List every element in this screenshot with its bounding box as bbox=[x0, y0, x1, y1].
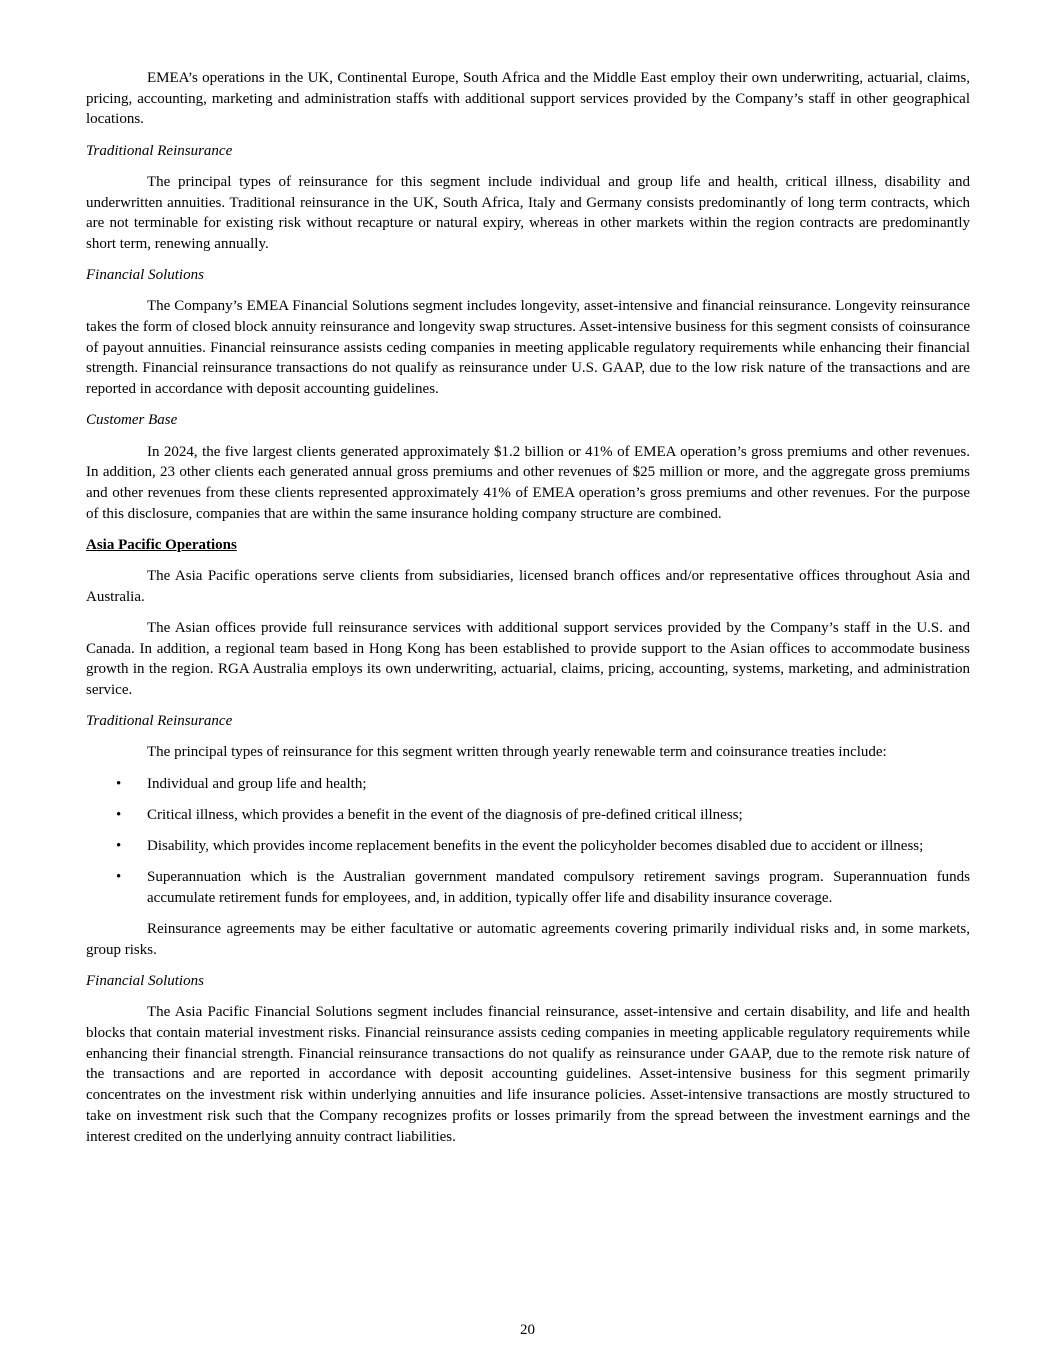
apac-section-heading: Asia Pacific Operations bbox=[86, 536, 237, 553]
emea-traditional-heading: Traditional Reinsurance bbox=[86, 142, 233, 159]
emea-traditional-paragraph: The principal types of reinsurance for this segment include individual and group life and health, critical illness, disability and underwritten annuities. Traditional reinsurance in the UK, South Africa, Italy and Germany consists predominantly of long term contracts, which are not terminable for existing risk without recapture or natural expiry, whereas in other markets within the region contracts are predominantly short term, renewing annually. bbox=[86, 173, 970, 252]
apac-financial-paragraph: The Asia Pacific Financial Solutions segment includes financial reinsurance, asset-intensive and certain disability, and life and health blocks that contain material investment risks. Financial reinsurance assists ceding companies in meeting applicable regulatory requirements while enhancing their financial strength. Financial reinsurance transactions do not qualify as reinsurance under GAAP, due to the remote risk nature of the transactions and are reported in accordance with deposit accounting guidelines. Asset-intensive business for this segment primarily concentrates on the investment risk within underlying annuities and life insurance policies. Asset-intensive transactions are mostly structured to take on investment risk such that the Company recognizes profits or losses primarily from the spread between the investment earnings and the interest credited on the underlying annuity contract liabilities. bbox=[86, 1004, 970, 1145]
list-item bbox=[86, 867, 970, 908]
apac-agreements-paragraph: Reinsurance agreements may be either facultative or automatic agreements covering primarily individual risks and, in some markets, group risks. bbox=[86, 921, 970, 958]
emea-financial-heading: Financial Solutions bbox=[86, 267, 204, 284]
list-item bbox=[86, 836, 970, 857]
apac-financial-heading: Financial Solutions bbox=[86, 973, 204, 990]
apac-intro-paragraph: The Asia Pacific operations serve clients from subsidiaries, licensed branch offices and/or representative offices throughout Asia and Australia. bbox=[86, 568, 970, 605]
emea-intro-paragraph: EMEA’s operations in the UK, Continental Europe, South Africa and the Middle East employ their own underwriting, actuarial, claims, pricing, accounting, marketing and administration staffs with additional support services provided by the Company’s staff in other geographical locations. bbox=[86, 70, 970, 128]
list-item bbox=[86, 805, 970, 826]
list-item-text: Critical illness, which provides a benefit in the event of the diagnosis of pre-defined critical illness; bbox=[147, 806, 743, 823]
apac-offices-paragraph: The Asian offices provide full reinsurance services with additional support services provided by the Company’s staff in the U.S. and Canada. In addition, a regional team based in Hong Kong has been established to provide support to the Asian offices to accommodate business growth in the region. RGA Australia employs its own underwriting, actuarial, claims, pricing, accounting, systems, marketing, and administration service. bbox=[86, 619, 970, 699]
bullet-icon: • bbox=[116, 869, 122, 886]
document-page bbox=[86, 68, 970, 1158]
list-item-text: Individual and group life and health; bbox=[147, 775, 367, 792]
emea-financial-paragraph: The Company’s EMEA Financial Solutions segment includes longevity, asset-intensive and financial reinsurance. Longevity reinsurance takes the form of closed block annuity reinsurance and longevity swap structures. Asset-intensive business for this segment consists of coinsurance of payout annuities. Financial reinsurance assists ceding companies in meeting applicable regulatory requirements while enhancing their financial strength. Financial reinsurance transactions do not qualify as reinsurance under U.S. GAAP, due to the low risk nature of the transactions and are reported in accordance with deposit accounting guidelines. bbox=[86, 298, 970, 398]
bullet-icon: • bbox=[116, 838, 122, 855]
bullet-icon: • bbox=[116, 775, 122, 792]
list-item bbox=[86, 774, 970, 795]
apac-traditional-paragraph: The principal types of reinsurance for this segment written through yearly renewable term and coinsurance treaties include: bbox=[147, 744, 887, 761]
emea-customer-heading: Customer Base bbox=[86, 412, 178, 429]
list-item-text: Superannuation which is the Australian government mandated compulsory retirement savings program. Superannuation funds accumulate retirement funds for employees, and, in addition, typically offer life and disability insurance coverage. bbox=[147, 869, 970, 906]
bullet-icon: • bbox=[116, 806, 122, 823]
apac-traditional-heading: Traditional Reinsurance bbox=[86, 713, 233, 730]
emea-customer-paragraph: In 2024, the five largest clients generated approximately $1.2 billion or 41% of EMEA operation’s gross premiums and other revenues. In addition, 23 other clients each generated annual gross premiums and other revenues of $25 million or more, and the aggregate gross premiums and other revenues from these clients represented approximately 41% of EMEA operation’s gross premiums and other revenues. For the purpose of this disclosure, companies that are within the same insurance holding company structure are combined. bbox=[86, 443, 970, 522]
page-number: 20 bbox=[520, 1322, 535, 1338]
list-item-text: Disability, which provides income replacement benefits in the event the policyholder becomes disabled due to accident or illness; bbox=[147, 838, 924, 855]
apac-reinsurance-types-list bbox=[86, 774, 970, 909]
